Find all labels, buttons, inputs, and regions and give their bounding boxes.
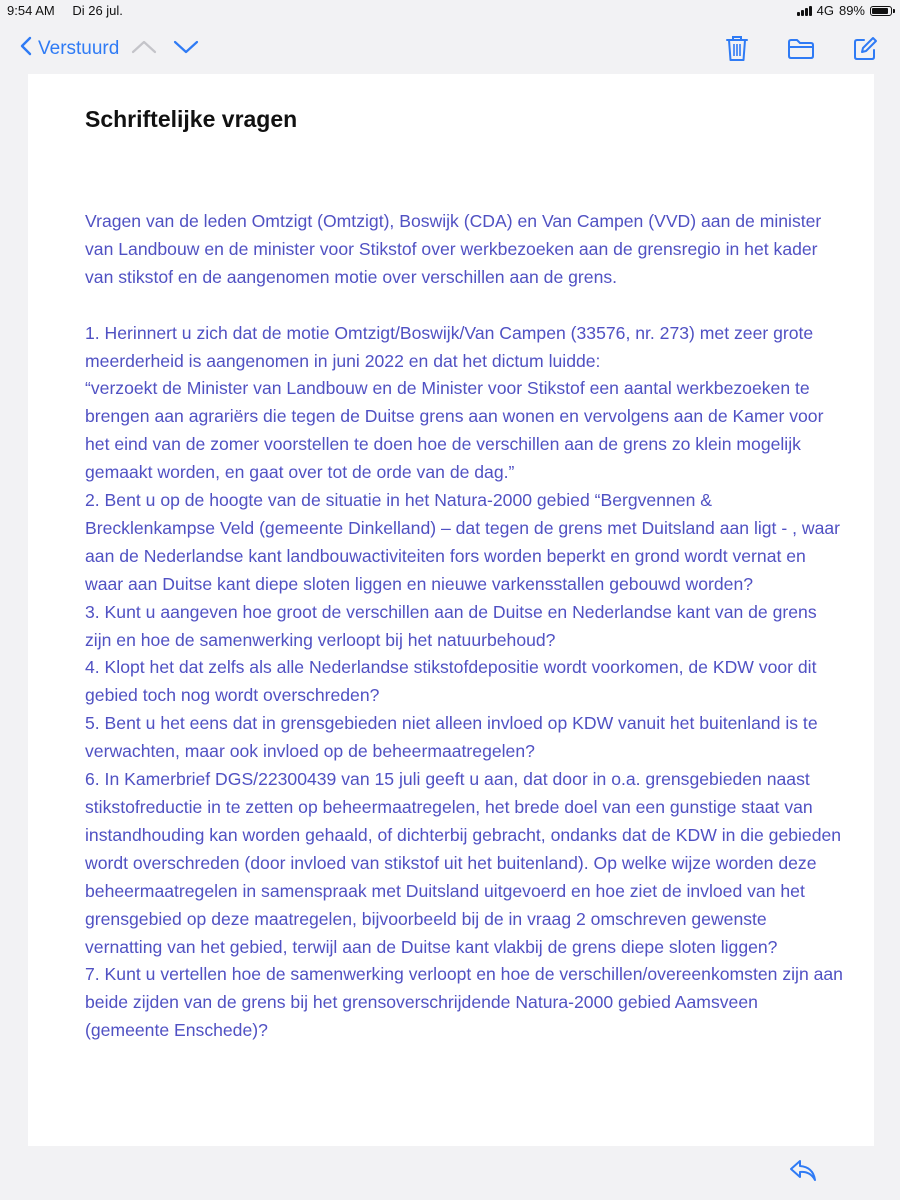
next-message-button[interactable] bbox=[173, 39, 199, 60]
previous-message-button[interactable] bbox=[131, 39, 157, 60]
status-battery-percent: 89% bbox=[838, 3, 865, 18]
folder-icon bbox=[787, 38, 815, 60]
document-body bbox=[85, 208, 845, 1045]
reply-button[interactable] bbox=[788, 1158, 818, 1189]
question-item: 1. Herinnert u zich dat de motie Omtzigt/Boswijk/Van Campen (33576, nr. 273) met zeer grote meerderheid is aangenomen in juni 2022 en dat het dictum luidde: bbox=[85, 322, 814, 371]
back-button-label: Verstuurd bbox=[38, 37, 120, 59]
battery-icon bbox=[870, 6, 892, 16]
compose-icon bbox=[852, 36, 878, 62]
question-item: “verzoekt de Minister van Landbouw en de Minister voor Stikstof een aantal werkbezoeken te brengen aan agrariërs die tegen de Duitse grens aan wonen en vervolgens aan de Kamer voor het eind van de zomer voorstellen te doen hoe de verschillen aan de grens zo klein mogelijk gemaakt worden, en gaat over tot de orde van de dag.” bbox=[85, 378, 824, 483]
question-item: 5. Bent u het eens dat in grensgebieden niet alleen invloed op KDW vanuit het buitenland is te verwachten, maar ook invloed op de beheermaatregelen? bbox=[85, 713, 818, 762]
question-item: 3. Kunt u aangeven hoe groot de verschillen aan de Duitse en Nederlandse kant van de grens zijn en hoe de samenwerking verloopt bij het natuurbehoud? bbox=[85, 601, 817, 650]
mail-toolbar bbox=[0, 24, 900, 74]
move-to-folder-button[interactable] bbox=[787, 38, 815, 65]
document-page bbox=[28, 74, 874, 1146]
status-date: Di 26 jul. bbox=[72, 3, 123, 18]
back-button[interactable] bbox=[20, 36, 119, 61]
compose-button[interactable] bbox=[852, 36, 878, 67]
status-bar bbox=[0, 0, 900, 24]
document-title: Schriftelijke vragen bbox=[85, 106, 298, 132]
chevron-up-icon bbox=[131, 39, 157, 55]
chevron-down-icon bbox=[173, 39, 199, 55]
question-item: 7. Kunt u vertellen hoe de samenwerking verloopt en hoe de verschillen/overeenkomsten zijn aan beide zijden van de grens bij het grensoverschrijdende Natura-2000 gebied Aamsveen (gemeente Enschede)? bbox=[85, 964, 843, 1041]
status-network: 4G bbox=[816, 3, 834, 18]
status-time: 9:54 AM bbox=[7, 3, 55, 18]
question-item: 6. In Kamerbrief DGS/22300439 van 15 juli geeft u aan, dat door in o.a. grensgebieden naast stikstofreductie in te zetten op beheermaatregelen, het brede doel van een gunstige staat van instandhouding kan worden gehaald, of dichterbij gebracht, ondanks dat de KDW in die gebieden wordt overschreden (door invloed van stikstof uit het buitenland). Op welke wijze worden deze beheermaatregelen in samenspraak met Duitsland uitgevoerd en hoe ziet de invloed van het grensgebied op deze maatregelen, bijvoorbeeld bij de in vraag 2 omschreven gewenste vernatting van het gebied, terwijl aan de Duitse kant vlakbij de grens diepe sloten liggen? bbox=[85, 769, 842, 957]
status-right bbox=[797, 3, 892, 18]
intro-paragraph: Vragen van de leden Omtzigt (Omtzigt), Boswijk (CDA) en Van Campen (VVD) aan de minister van Landbouw en de minister voor Stikstof over werkbezoeken aan de grensregio in het kader van stikstof en de aangenomen motie over verschillen aan de grens. bbox=[85, 211, 822, 287]
status-left bbox=[7, 3, 123, 18]
chevron-left-icon bbox=[20, 36, 32, 61]
battery-fill bbox=[872, 8, 888, 14]
trash-icon bbox=[725, 34, 749, 62]
cellular-signal-icon bbox=[797, 5, 812, 16]
bottom-bar bbox=[0, 1146, 900, 1200]
question-item: 4. Klopt het dat zelfs als alle Nederlandse stikstofdepositie wordt voorkomen, de KDW voor dit gebied toch nog wordt overschreden? bbox=[85, 657, 817, 706]
trash-button[interactable] bbox=[725, 34, 749, 67]
reply-icon bbox=[788, 1158, 818, 1184]
question-item: 2. Bent u op de hoogte van de situatie in het Natura-2000 gebied “Bergvennen & Brecklenkampse Veld (gemeente Dinkelland) – dat tegen de grens met Duitsland aan ligt - , waar aan de Nederlandse kant landbouwactiviteiten fors worden beperkt en grond wordt vernat en waar aan Duitse kant diepe sloten liggen en nieuwe varkensstallen gebouwd worden? bbox=[85, 490, 840, 594]
